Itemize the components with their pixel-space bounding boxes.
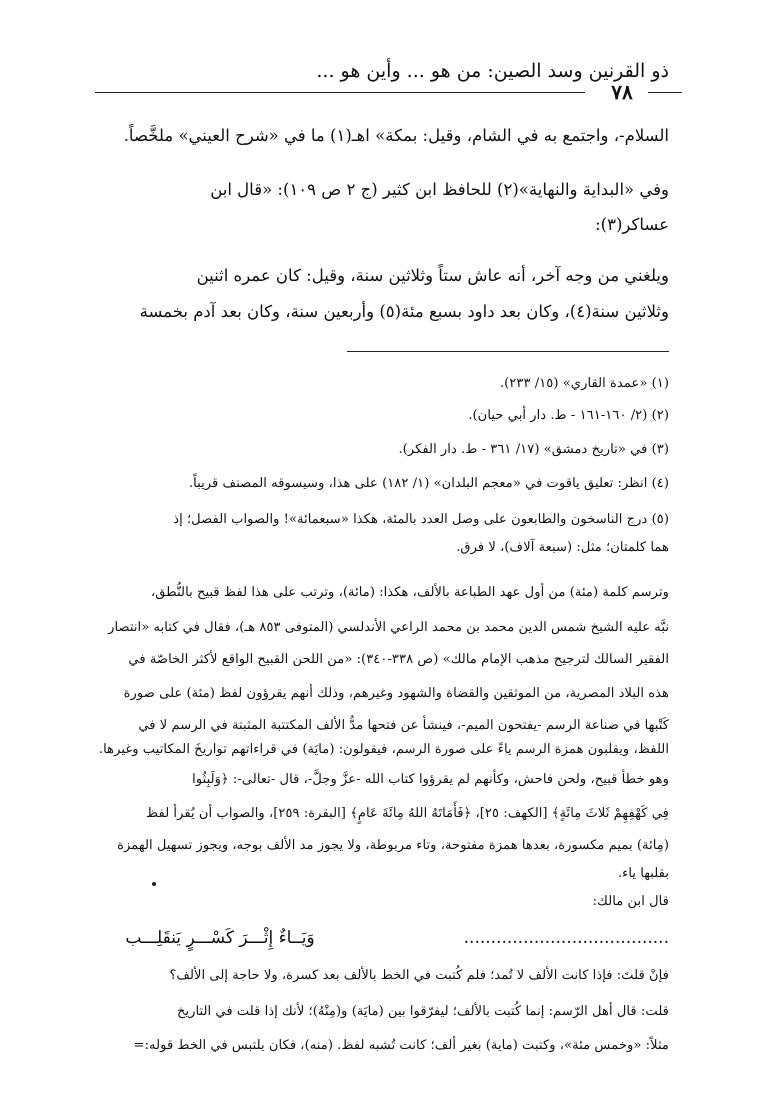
body-line-2: وفي «البداية والنهاية»(٢) للحافظ ابن كثير (ج ٢ ص ١٠٩): «قال ابن (210, 180, 669, 199)
footnote-2: (٢) (٢/ ١٦٠-١٦١ - ط. دار أبي حيان). (468, 408, 669, 423)
footnote-5-line-2: هما كلمتان؛ مثل: (سبعة آلاف)، لا فرق. (456, 540, 669, 555)
verse-dots-text: ...................................... (463, 928, 669, 948)
body-line-3: عساكر(٣): (595, 215, 669, 234)
stray-dot (152, 882, 156, 886)
footnote-rule (347, 351, 669, 352)
body-line-4: ويلغني من وجه آخر، أنه عاش ستاً وثلاثين سنة، وقيل: كان عمره اثنين (196, 266, 669, 285)
footnote-5-line-11: (مِائة) بميم مكسورة، بعدها همزة مفتوحة، وتاء مربوطة، ولا يجوز مد الألف بوجه، ويجوز تسهيل الهمزة (117, 838, 669, 853)
verse-first-hemistich-dots (379, 928, 669, 948)
page-number: ٧٨ (611, 80, 633, 104)
footnote-5-line-8: اللفظ، ويقلبون همزة الرسم ياءً على صورة الرسم، فيقولون: (مايَة) في قراءاتهم تواريخَ المكاتيب وغيرها. (98, 742, 669, 757)
footnote-5-line-12: بقلبها ياء. (617, 866, 669, 881)
footnote-5-line-5: الفقير السالك لترجيح مذهب الإمام مالك» (ص ٣٣٨-٣٤٠): «من اللحن القبيح الواقع لأكثر الخاصّة في (128, 652, 669, 667)
footnote-5-line-9: وهو خطأ قبيح، ولحن فاحش، وكأنهم لم يقرؤوا كتاب الله -عزَّ وجلَّ-، قال -تعالى-: ﴿وَلَبِثُوا (192, 772, 669, 787)
footnote-5-line-16: مثلاً: «وخمس مئة»، وكتبت (ماية) بغير ألف؛ كانت تُشبه لفظ. (منه)، فكان يلتبس في الخط قوله:= (133, 1038, 669, 1053)
footnote-4: (٤) انظر: تعليق ياقوت في «معجم البلدان» (١/ ١٨٢) على هذا، وسيسوقه المصنف قريباً. (188, 476, 669, 491)
footnote-1: (١) «عمدة القاري» (١٥/ ٢٣٣). (499, 376, 669, 391)
footnote-5-line-4: نبَّه عليه الشيخ شمس الدين محمد بن محمد الراعي الأندلسي (المتوفى ٨٥٣ هـ)، فقال في كتابه «انتصار (108, 620, 669, 635)
footnote-5-line-15: قلت: قال أهل الرّسم: إنما كُتبت بالألف؛ ليفرّقوا بين (مايَة) و(مِنْهُ)؛ لأنك إذا قلت في التاريخ (176, 1004, 669, 1019)
footnote-5-line-3: وترسم كلمة (مئة) من أول عهد الطباعة بالألف، هكذا: (مائة)، وترتب على هذا لفظ قبيح بالنُّطق، (151, 585, 669, 600)
body-line-5: وثلاثين سنة(٤)، وكان بعد داود بسبع مئة(٥) وأربعين سنة، وكان بعد آدم بخمسة (139, 302, 669, 321)
footnote-3: (٣) في «تاريخ دمشق» (١٧/ ٣٦١ - ط. دار الفكر). (398, 442, 669, 457)
page-number-dash (648, 92, 682, 93)
body-line-1: السلام-، واجتمع به في الشام، وقيل: بمكة» اهـ(١) ما في «شرح العيني» ملخَّصاً. (123, 126, 669, 145)
footnote-5-line-10: فِي كَهْفِهِمْ ثَلاثَ مِائَةٍ﴾ [الكهف: ٢٥]، ﴿فَأَمَاتَهُ اللهُ مِائَةَ عَامٍ﴾ [البقرة: ٢٥٩]، والصواب أن يُقرأ لفظ (146, 806, 669, 821)
running-header-title: ذو القرنين وسد الصين: من هو ... وأين هو ... (316, 60, 669, 82)
footnote-5-line-1: (٥) درج الناسخون والطابعون على وصل العدد بالمئة، هكذا «سبعمائة»! والصواب الفصل؛ إذ (173, 512, 669, 527)
footnote-5-line-7: كَتْبها في صناعة الرسم -يفتحون الميم-، فينشأ عن فتحها مدُّ الألف المكتتبة المثبتة في الرسم لا في (138, 718, 669, 733)
verse-second-hemistich: وَيَــاءٌ إِثْـــرَ كَسْـــرٍ يَنقَلِـــب (125, 928, 315, 948)
footnote-5-line-13: قال ابن مالك: (592, 894, 669, 909)
footnote-5-line-6: هذه البلاد المصرية، من الموثقين والقضاة والشهود وغيرهم، وذلك أنهم يقرؤون لفظ (مئة) على صورة (123, 686, 669, 701)
footnote-5-line-14: فإنْ قلتَ: فإذا كانت الألف لا تُمد؛ فلم كُتبت في الخط بالألف بعد كسرة، ولا حاجة إلى الألف؟ (169, 968, 669, 983)
header-rule (95, 92, 585, 93)
